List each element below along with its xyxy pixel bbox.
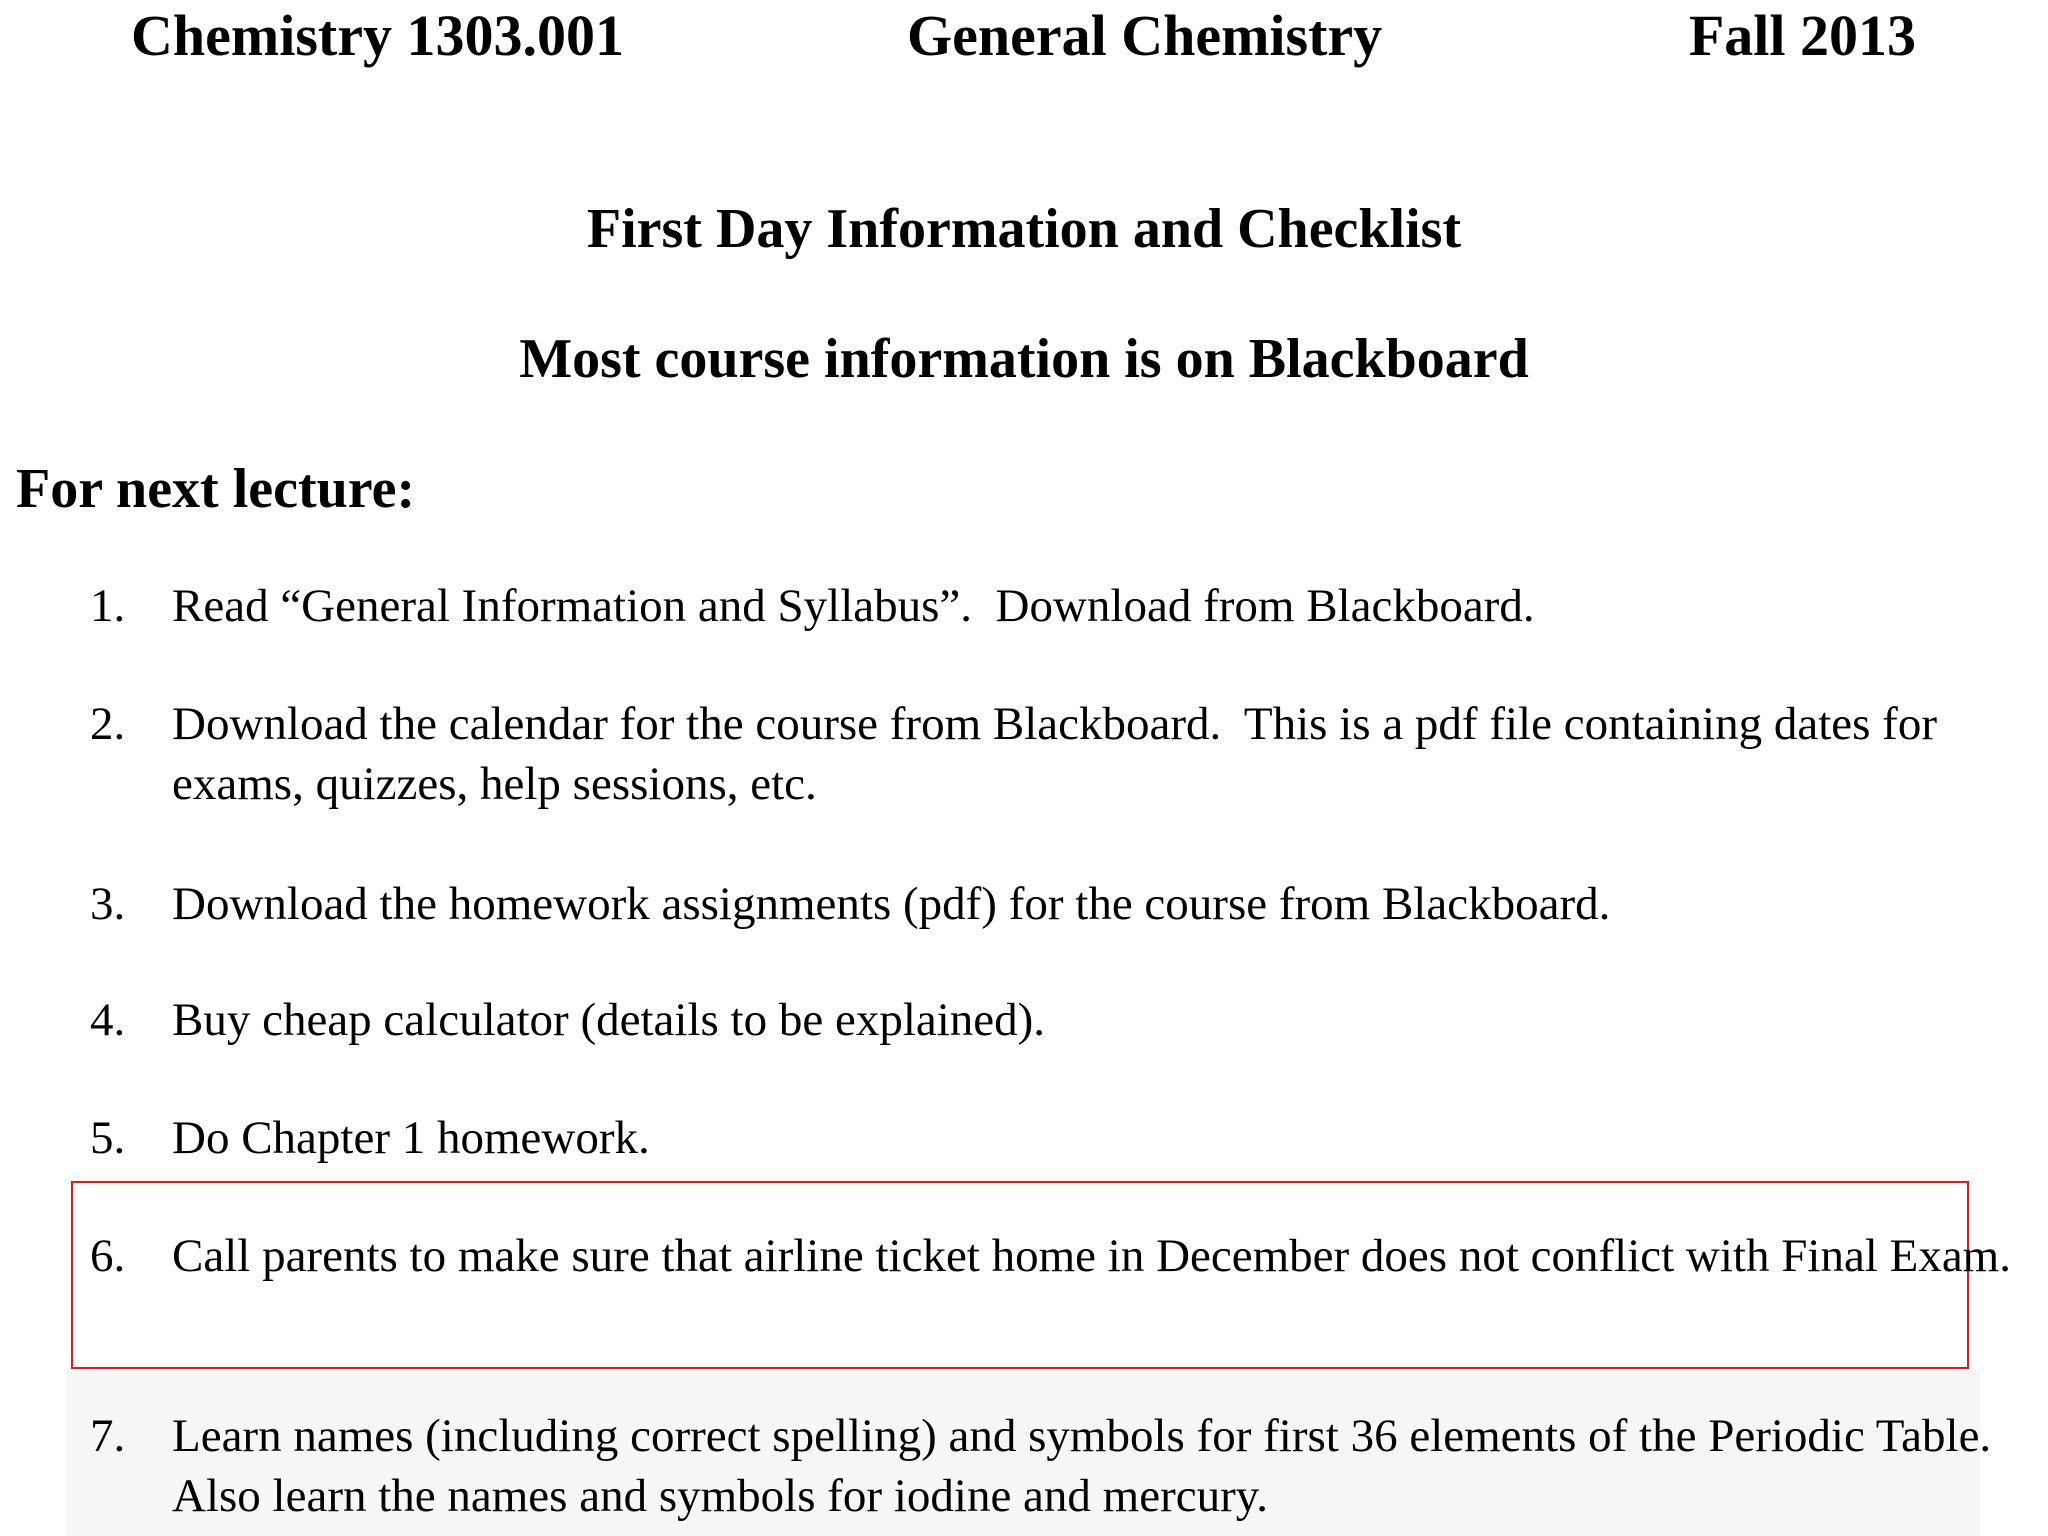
- item-number: 1.: [90, 580, 126, 632]
- item-number: 2.: [90, 698, 126, 750]
- item-number: 6.: [90, 1230, 126, 1282]
- page-title: First Day Information and Checklist: [586, 198, 1462, 260]
- course-code: Chemistry 1303.001: [131, 3, 624, 68]
- page-subtitle: Most course information is on Blackboard: [519, 328, 1529, 390]
- item-number: 7.: [90, 1410, 126, 1462]
- item-text: Call parents to make sure that airline ticket home in December does not conflict with Final Exam.: [172, 1230, 2011, 1282]
- item-number: 5.: [90, 1112, 126, 1164]
- section-heading: For next lecture:: [16, 458, 416, 520]
- course-term: Fall 2013: [1688, 3, 1916, 68]
- item-text: Learn names (including correct spelling) and symbols for first 36 elements of the Periodic Table. Also learn the names and symbols for iodine and mercury.: [172, 1410, 2003, 1522]
- item-text: Read “General Information and Syllabus”. Download from Blackboard.: [172, 580, 1535, 632]
- item-text: Download the homework assignments (pdf) for the course from Blackboard.: [172, 878, 1611, 930]
- document-header: [0, 0, 2048, 72]
- item-number: 3.: [90, 878, 126, 930]
- course-name: General Chemistry: [907, 3, 1383, 68]
- item-text: Do Chapter 1 homework.: [172, 1112, 650, 1164]
- item-text: Buy cheap calculator (details to be explained).: [172, 994, 1046, 1046]
- item-number: 4.: [90, 994, 126, 1046]
- item-text: Download the calendar for the course from Blackboard. This is a pdf file containing dates for exams, quizzes, help sessions, etc.: [172, 698, 1937, 810]
